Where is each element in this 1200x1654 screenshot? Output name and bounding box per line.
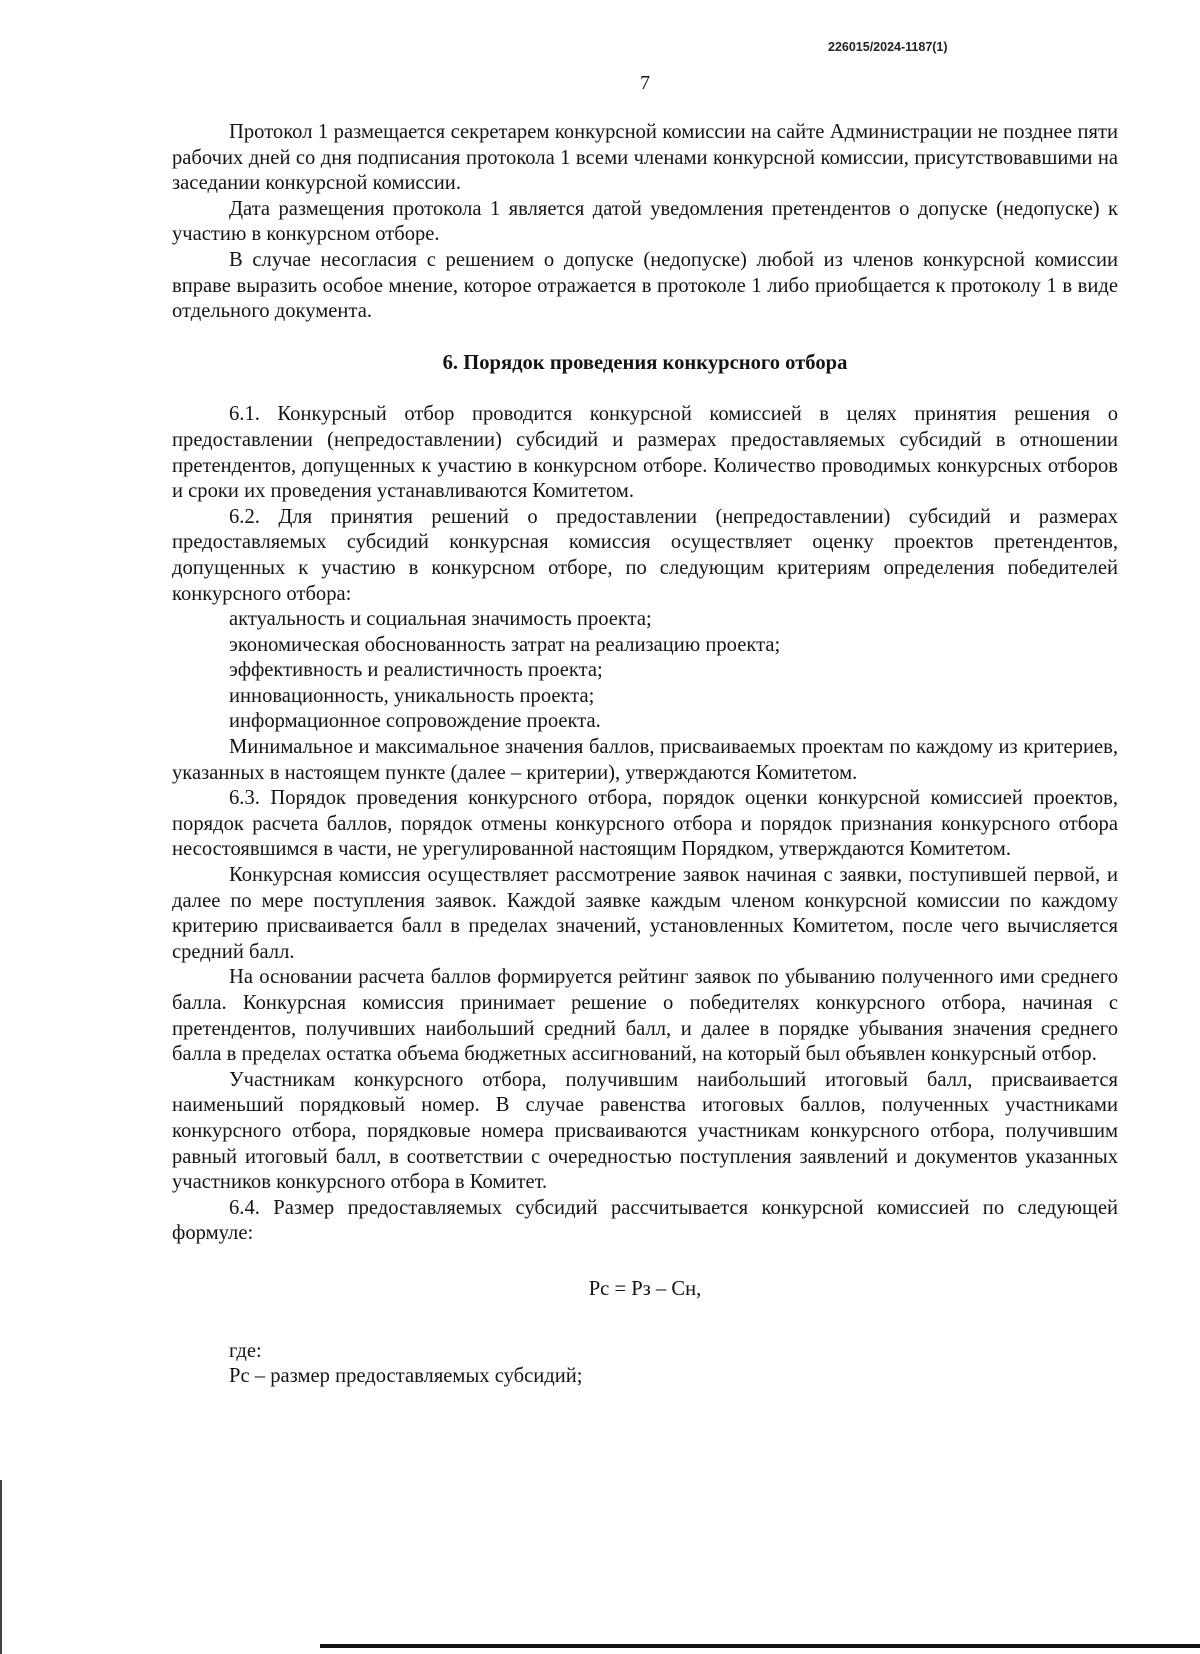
paragraph-6-1: 6.1. Конкурсный отбор проводится конкурсной комиссией в целях принятия решения о предоставлении (непредоставлении) субсидий и размерах предоставляемых субсидий в отношении претендентов, допущенных к участию в конкурсном отборе. Количество проводимых конкурсных отборов и сроки их проведения устанавливаются Комитетом.	[172, 403, 1118, 503]
paragraph-ordinal-numbers: Участникам конкурсного отбора, получившим наибольший итоговый балл, присваивается наименьший порядковый номер. В случае равенства итоговых баллов, полученных участниками конкурсного отбора, порядковые номера присваиваются участникам конкурсного отбора, получившим равный итоговый балл, в соответствии с очередностью поступления заявлений и документов указанных участников конкурсного отбора в Комитет.	[172, 1068, 1118, 1194]
paragraph-rating: На основании расчета баллов формируется рейтинг заявок по убыванию полученного ими среднего балла. Конкурсная комиссия принимает решение о победителях конкурсного отбора, начиная с претендентов, получивших наибольший средний балл, и далее в порядке убывания значения среднего балла в пределах остатка объема бюджетных ассигнований, на который был объявлен конкурсный отбор.	[172, 966, 1118, 1066]
scan-bottom-edge	[320, 1644, 1200, 1648]
criterion-item: эффективность и реалистичность проекта;	[229, 659, 603, 682]
page-number: 7	[640, 72, 650, 94]
formula-where-label: где:	[229, 1339, 262, 1362]
formula-definition: Рс – размер предоставляемых субсидий;	[229, 1365, 583, 1388]
document-body	[172, 120, 1118, 1390]
paragraph-6-4: 6.4. Размер предоставляемых субсидий рассчитывается конкурсной комиссией по следующей формуле:	[172, 1196, 1118, 1245]
paragraph-6-3: 6.3. Порядок проведения конкурсного отбора, порядок оценки конкурсной комиссией проектов, порядок расчета баллов, порядок отмены конкурсного отбора и порядок признания конкурсного отбора несостоявшимся в части, не урегулированной настоящим Порядком, утверждаются Комитетом.	[172, 787, 1118, 861]
criterion-item: актуальность и социальная значимость проекта;	[229, 608, 652, 631]
criterion-item: инновационность, уникальность проекта;	[229, 684, 595, 707]
criterion-item: информационное сопровождение проекта.	[229, 710, 601, 733]
paragraph-protocol-placement: Протокол 1 размещается секретарем конкурсной комиссии на сайте Администрации не позднее пяти рабочих дней со дня подписания протокола 1 всеми членами конкурсной комиссии, присутствовавшими на заседании конкурсной комиссии.	[172, 121, 1118, 195]
paragraph-review-order: Конкурсная комиссия осуществляет рассмотрение заявок начиная с заявки, поступившей первой, и далее по мере поступления заявок. Каждой заявке каждым членом конкурсной комиссии по каждому критерию присваивается балл в пределах значений, установленных Комитетом, после чего вычисляется средний балл.	[172, 864, 1118, 963]
paragraph-score-range: Минимальное и максимальное значения баллов, присваиваемых проектам по каждому из критериев, указанных в настоящем пункте (далее – критерии), утверждаются Комитетом.	[172, 736, 1118, 784]
subsidy-formula: Рс = Рз – Сн,	[588, 1277, 702, 1300]
paragraph-dissent: В случае несогласия с решением о допуске (недопуске) любой из членов конкурсной комиссии вправе выразить особое мнение, которое отражается в протоколе 1 либо приобщается к протоколу 1 в виде отдельного документа.	[172, 248, 1118, 323]
criterion-item: экономическая обоснованность затрат на реализацию проекта;	[229, 633, 781, 656]
paragraph-placement-date: Дата размещения протокола 1 является датой уведомления претендентов о допуске (недопуске) к участию в конкурсном отборе.	[172, 197, 1118, 246]
document-id: 226015/2024-1187(1)	[828, 40, 948, 54]
paragraph-6-2: 6.2. Для принятия решений о предоставлении (непредоставлении) субсидий и размерах предоставляемых субсидий конкурсная комиссия осуществляет оценку проектов претендентов, допущенных к участию в конкурсном отборе, по следующим критериям определения победителей конкурсного отбора:	[172, 505, 1118, 605]
section-title: 6. Порядок проведения конкурсного отбора	[442, 351, 848, 374]
scan-left-edge	[0, 1480, 2, 1654]
